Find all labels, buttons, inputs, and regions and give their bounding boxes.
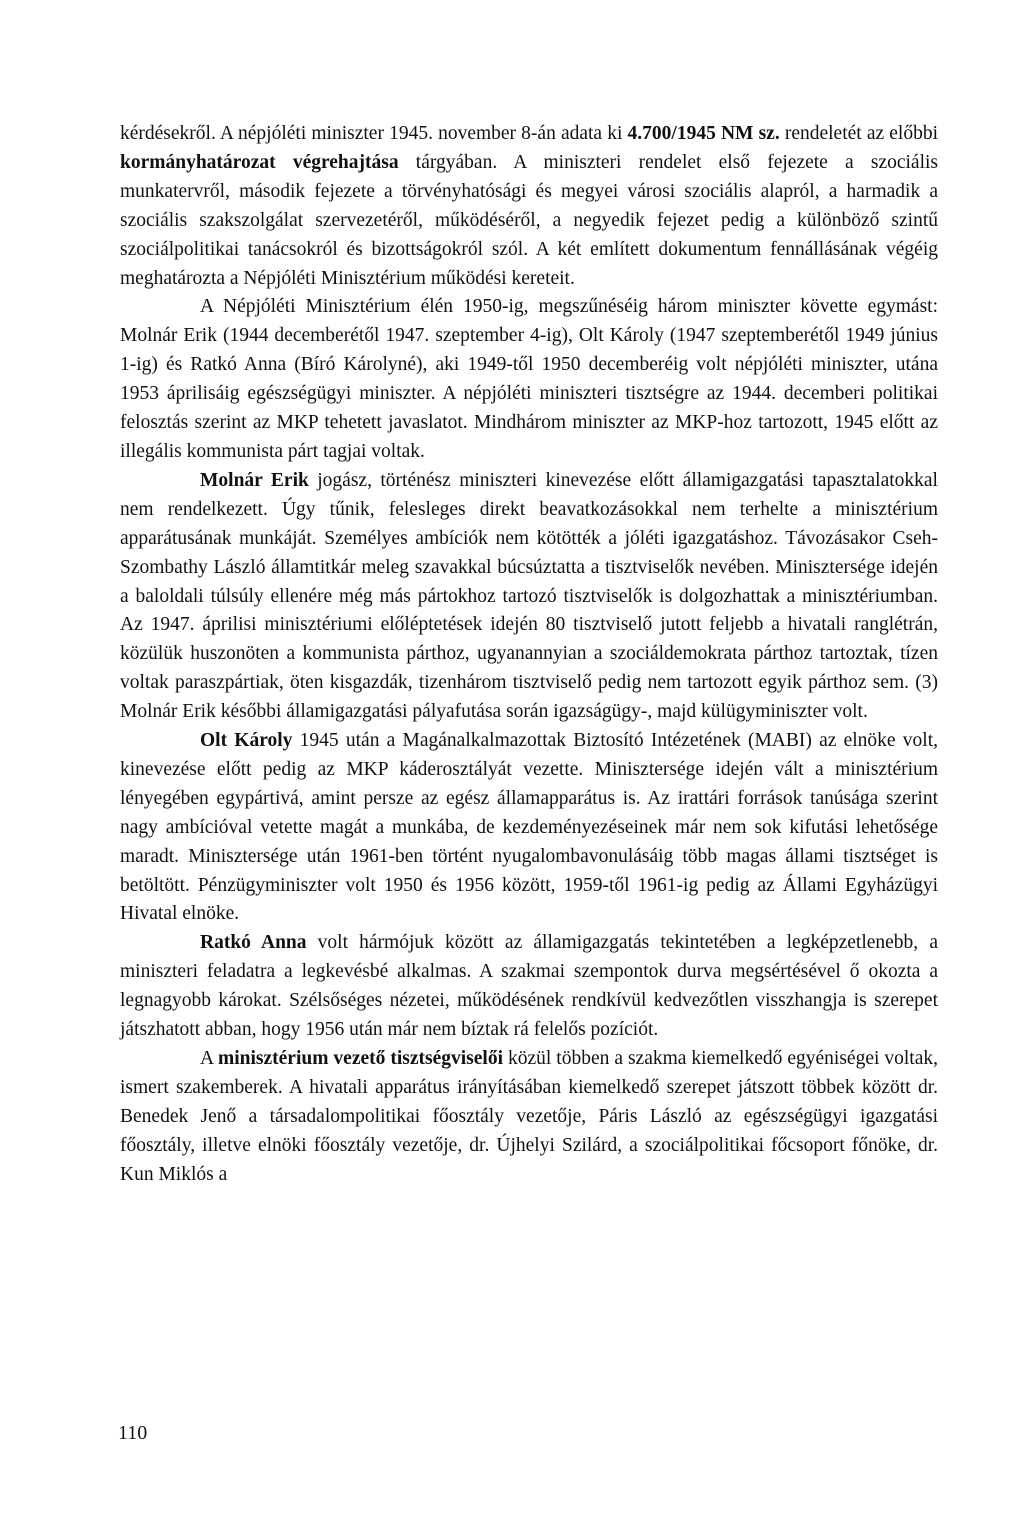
bold-phrase: minisztérium vezető tisztségviselői <box>217 1048 504 1069</box>
document-body <box>120 120 938 1190</box>
text-run: volt hármójuk között az államigazgatás tekintetében a legképzetlenebb, a miniszteri feladatra a legkevésbé alkalmas. A szakmai szempontok durva megsértésével ő okozta a legnagyobb károkat. Szélsőséges nézetei, működésének rendkívül kedvezőtlen visszhangja is szerepet játszhatott abban, hogy 1956 után már nem bíztak rá felelős pozíciót. <box>120 932 938 1041</box>
paragraph-3 <box>120 467 938 727</box>
text-run: rendeletét az előbbi <box>779 123 939 144</box>
person-name-ratko: Ratkó Anna <box>200 932 307 954</box>
paragraph-2 <box>120 293 938 466</box>
page-number: 110 <box>118 1422 148 1444</box>
text-run: A Népjóléti Minisztérium élén 1950-ig, megszűnéséig három miniszter követte egymást: Molnár Erik (1944 decemberétől 1947. szeptember 4-ig), Olt Károly (1947 szeptemberétől 1949 június 1-ig) és Ratkó Anna (Bíró Károlyné), aki 1949-től 1950 decemberéig volt népjóléti miniszter, utána 1953 áprilisáig egészségügyi miniszter. A népjóléti miniszteri tisztségre az 1944. decemberi politikai felosztás szerint az MKP tehetett javaslatot. Mindhárom miniszter az MKP-hoz tartozott, 1945 előtt az illegális kommunista párt tagjai voltak. <box>120 296 938 462</box>
paragraph-1 <box>120 120 938 293</box>
paragraph-4 <box>120 727 938 929</box>
text-run: kérdésekről. A népjóléti miniszter 1945. november 8-án adata ki <box>120 123 628 144</box>
text-run: A <box>200 1048 218 1069</box>
paragraph-6 <box>120 1045 938 1190</box>
decree-reference: 4.700/1945 NM sz. <box>627 123 780 144</box>
bold-phrase: kormányhatározat végrehajtása <box>120 151 399 173</box>
text-run: közül többen a szakma kiemelkedő egyéniségei voltak, ismert szakemberek. A hivatali apparátus irányításában kiemelkedő szerepet játszott többek között dr. Benedek Jenő a társadalompolitikai főosztály vezetője, Páris László az egészségügyi igazgatási főosztály, illetve elnöki főosztály vezetője, dr. Újhelyi Szilárd, a szociálpolitikai főcsoport főnöke, dr. Kun Miklós a <box>120 1048 938 1185</box>
text-run: jogász, történész miniszteri kinevezése előtt államigazgatási tapasztalatokkal nem rendelkezett. Úgy tűnik, felesleges direkt beavatkozásokkal nem terhelte a minisztérium apparátusának munkáját. Személyes ambíciók nem kötötték a jóléti igazgatáshoz. Távozásakor Cseh-Szombathy László államtitkár meleg szavakkal búcsúztatta a tisztviselők nevében. Minisztersége idején a baloldali túlsúly ellenére még más pártokhoz tartozó tisztviselők is dolgozhattak a minisztériumban. Az 1947. áprilisi minisztériumi előléptetések idején 80 tisztviselő jutott feljebb a hivatali ranglétrán, közülük huszonöten a kommunista párthoz, ugyanannyian a szociáldemokrata párthoz tartoztak, tízen voltak paraszpártiak, öten kisgazdák, tizenhárom tisztviselő pedig nem tartozott egyik párthoz sem. (3) Molnár Erik későbbi államigazgatási pályafutása során igazságügy-, majd külügyminiszter volt. <box>120 469 938 723</box>
paragraph-5 <box>120 929 938 1045</box>
person-name-molnar: Molnár Erik <box>200 469 309 491</box>
text-run: 1945 után a Magánalkalmazottak Biztosító Intézetének (MABI) az elnöke volt, kinevezése előtt pedig az MKP káderosztályát vezette. Minisztersége idején vált a minisztérium lényegében egypártivá, amint persze az egész államapparátus is. Az irattári források tanúsága szerint nagy ambícióval vetette magát a munkába, de kezdeményezéseinek már nem sok kifutási lehetősége maradt. Minisztersége után 1961-ben történt nyugalombavonulásáig több magas állami tisztséget is betöltött. Pénzügyminiszter volt 1950 és 1956 között, 1959-től 1961-ig pedig az Állami Egyházügyi Hivatal elnöke. <box>120 730 939 925</box>
text-run: tárgyában. A miniszteri rendelet első fejezete a szociális munkatervről, második fejezete a törvényhatósági és megyei városi szociális alapról, a harmadik a szociális szakszolgálat szervezetéről, működéséről, a negyedik fejezet pedig a különböző szintű szociálpolitikai tanácsokról és bizottságokról szól. A két említett dokumentum fennállásának végéig meghatározta a Népjóléti Minisztérium működési kereteit. <box>120 151 939 289</box>
person-name-olt: Olt Károly <box>200 730 293 752</box>
